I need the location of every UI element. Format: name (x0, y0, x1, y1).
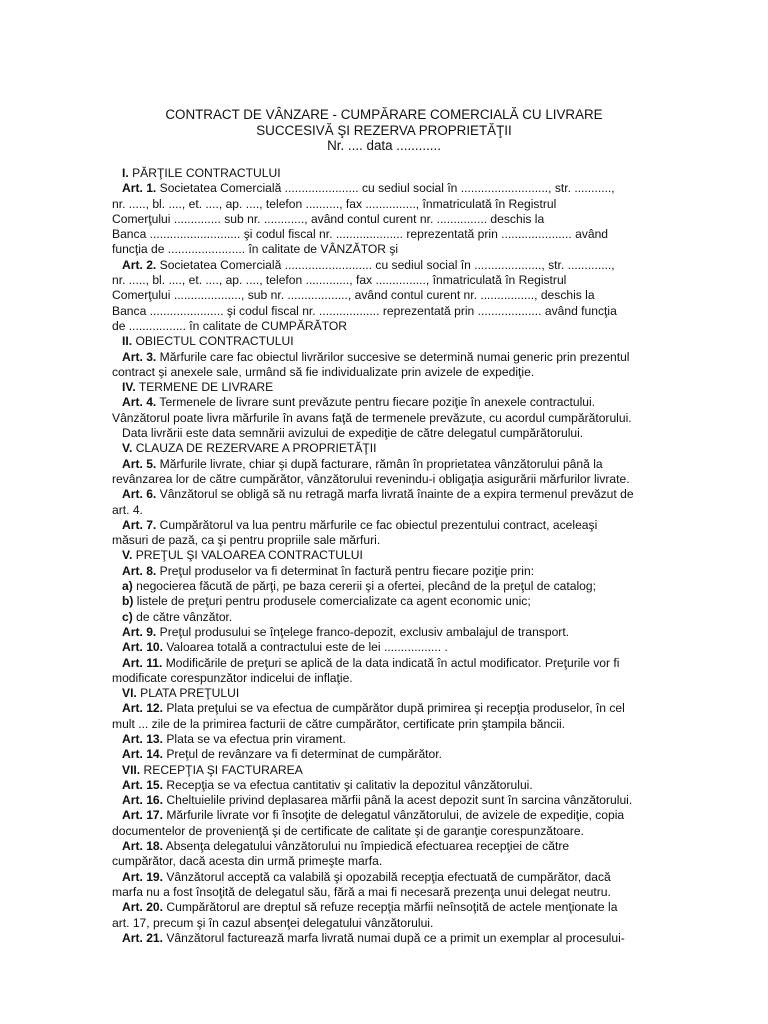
document-body (112, 166, 658, 946)
line-label: V. (122, 441, 133, 456)
line-label: Art. 3. (122, 349, 157, 364)
text-line (112, 181, 658, 196)
text-line (112, 778, 658, 793)
text-line (112, 916, 658, 931)
text-line (112, 610, 658, 625)
line-label: Art. 19. (122, 869, 163, 884)
text-line (112, 900, 658, 915)
line-text: documentelor de provenienţă şi de certificate de calitate şi de garanţie corespunzătoare. (112, 823, 584, 838)
text-line (112, 319, 658, 334)
line-text: Recepţia se va efectua cantitativ şi calitativ la depozitul vânzătorului. (163, 777, 533, 792)
title-line: CONTRACT DE VÂNZARE - CUMPĂRARE COMERCIALĂ CU LIVRARE (165, 107, 603, 122)
title-line: SUCCESIVĂ ŞI REZERVA PROPRIETĂŢII (256, 122, 512, 138)
line-text: nr. ....., bl. ...., et. ...., ap. ...., telefon ............., fax ..............., înmatriculată în Registrul (112, 273, 567, 288)
document-title (0, 107, 768, 154)
line-label: Art. 8. (122, 563, 157, 578)
line-label: Art. 1. (122, 181, 157, 196)
text-line (112, 227, 658, 242)
line-label: Art. 4. (122, 395, 157, 410)
line-label: Art. 2. (122, 257, 157, 272)
line-text: Comerţului .............. sub nr. ............, având contul curent nr. ............... deschis la (112, 211, 545, 226)
text-line (112, 518, 658, 533)
text-line (112, 258, 658, 273)
line-text: PĂRŢILE CONTRACTULUI (128, 166, 281, 180)
text-line (112, 350, 658, 365)
text-line (112, 441, 658, 456)
line-text: Societatea Comercială .......................... cu sediul social în ...................., str. ............., (156, 257, 615, 272)
text-line (112, 671, 658, 686)
text-line (112, 457, 658, 472)
line-label: VI. (122, 686, 137, 701)
line-text: Mărfurile livrate, chiar şi după facturare, rămân în proprietatea vânzătorului până la (156, 456, 603, 471)
line-text: Banca ........................... şi codul fiscal nr. .................... reprezentată prin ..................... având (112, 227, 609, 242)
line-text: mult ... zile de la primirea facturii de către cumpărător, certificate prin ştampila băncii. (112, 716, 566, 731)
text-line (112, 640, 658, 655)
text-line (112, 854, 658, 869)
text-line (112, 701, 658, 716)
text-line (112, 732, 658, 747)
line-label: Art. 20. (122, 900, 163, 915)
line-text: Preţul de revânzare va fi determinat de cumpărător. (163, 747, 442, 762)
text-line (112, 839, 658, 854)
text-line (112, 334, 658, 349)
line-text: de către vânzător. (132, 609, 233, 624)
line-text: Cumpărătorul are dreptul să refuze recepţia mărfii neînsoţită de actele menţionate la (163, 900, 618, 915)
line-text: Valoarea totală a contractului este de lei ................. . (163, 640, 448, 655)
text-line (112, 548, 658, 563)
text-line (112, 503, 658, 518)
line-label: VII. (122, 762, 141, 777)
line-text: listele de preţuri pentru produsele comercializate ca agent economic unic; (133, 594, 531, 609)
line-text: Banca ...................... şi codul fiscal nr. .................. reprezentată prin ................... având funcţia (112, 303, 617, 318)
line-text: revânzarea lor de către cumpărător, vânzătorului revenindu-i obligaţia asigurării mărfurilor livrate. (112, 471, 630, 486)
text-line (112, 579, 658, 594)
text-line (112, 686, 658, 701)
line-text: Modificările de preţuri se aplică de la data indicată în actul modificator. Preţurile vor fi (162, 655, 620, 670)
line-text: Societatea Comercială ...................... cu sediul social în .........................., str. ..........., (156, 181, 615, 196)
text-line (112, 426, 658, 441)
line-text: Plata preţului se va efectua de cumpărător după primirea şi recepţia produselor, în cel (163, 701, 625, 716)
text-line (112, 242, 658, 257)
line-text: Plata se va efectua prin virament. (163, 731, 346, 746)
line-text: RECEPŢIA ŞI FACTURAREA (140, 762, 303, 777)
line-label: Art. 11. (122, 655, 163, 670)
text-line (112, 472, 658, 487)
line-text: Preţul produsului se înţelege franco-depozit, exclusiv ambalajul de transport. (156, 624, 570, 639)
line-text: nr. ....., bl. ...., et. ...., ap. ...., telefon .........., fax ..............., înmatriculată în Registrul (112, 196, 557, 211)
line-label: b) (122, 594, 134, 609)
line-label: Art. 6. (122, 487, 157, 502)
line-label: Art. 12. (122, 701, 163, 716)
line-text: Mărfurile livrate vor fi însoţite de delegatul vânzătorului, de avizele de expediţie, copia (163, 808, 625, 823)
line-label: Art. 21. (122, 930, 163, 945)
text-line (112, 717, 658, 732)
text-line (112, 656, 658, 671)
line-text: OBIECTUL CONTRACTULUI (132, 334, 294, 349)
text-line (112, 212, 658, 227)
line-text: Mărfurile care fac obiectul livrărilor succesive se determină numai generic prin prezentul (156, 349, 630, 364)
line-label: Art. 16. (122, 793, 163, 808)
line-label: a) (122, 579, 133, 594)
text-line (112, 273, 658, 288)
text-line (112, 594, 658, 609)
contract-number-line: Nr. .... data ............ (327, 138, 441, 154)
line-label: Art. 7. (122, 517, 157, 532)
text-line (112, 395, 658, 410)
text-line (112, 288, 658, 303)
line-text: cumpărător, dacă acesta din urmă primeşte marfa. (112, 854, 383, 869)
line-text: de ................. în calitate de CUMPĂRĂTOR (112, 318, 348, 333)
line-text: Vânzătorul acceptă ca valabilă şi opozabilă recepţia efectuată de cumpărător, dacă (163, 869, 611, 884)
text-line (112, 564, 658, 579)
line-label: I. (122, 166, 129, 180)
text-line (112, 533, 658, 548)
line-text: art. 17, precum şi în cazul absenţei delegatului vânzătorului. (112, 915, 434, 930)
line-label: Art. 15. (122, 777, 163, 792)
line-label: Art. 18. (122, 839, 163, 854)
line-label: Art. 10. (122, 640, 163, 655)
text-line (112, 411, 658, 426)
line-text: PREŢUL ŞI VALOAREA CONTRACTULUI (132, 548, 363, 563)
line-text: funcţia de ....................... în calitate de VÂNZĂTOR şi (112, 242, 399, 257)
text-line (112, 808, 658, 823)
line-text: CLAUZA DE REZERVARE A PROPRIETĂŢII (132, 441, 377, 456)
line-label: Art. 17. (122, 808, 163, 823)
line-label: IV. (122, 380, 136, 395)
line-text: Preţul produselor va fi determinat în factură pentru fiecare poziţie prin: (156, 563, 535, 578)
line-label: V. (122, 548, 133, 563)
line-label: Art. 13. (122, 731, 163, 746)
line-text: negocierea făcută de părţi, pe baza cererii şi a ofertei, plecând de la preţul de catalog; (132, 579, 596, 594)
line-label: II. (122, 334, 133, 349)
text-line (112, 763, 658, 778)
text-line (112, 747, 658, 762)
line-text: măsuri de pază, ca şi pentru propriile sale mărfuri. (112, 533, 381, 548)
line-text: Comerţului ...................., sub nr. .................., având contul curent nr. ................, deschis la (112, 288, 595, 303)
line-text: Cheltuielile privind deplasarea mărfii până la acest depozit sunt în sarcina vânzătorului. (163, 793, 633, 808)
text-line (112, 870, 658, 885)
text-line (112, 197, 658, 212)
line-text: Vânzătorul se obligă să nu retragă marfa livrată înainte de a expira termenul prevăzut de (156, 487, 634, 502)
text-line (112, 166, 658, 181)
text-line (112, 304, 658, 319)
line-label: c) (122, 609, 133, 624)
text-line (112, 380, 658, 395)
line-text: Vânzătorul facturează marfa livrată numai după ce a primit un exemplar al procesului- (163, 930, 625, 945)
line-label: Art. 9. (122, 624, 157, 639)
line-text: marfa nu a fost însoţită de delegatul său, fără a mai fi necesară prezenţa unui delegat neutru. (112, 884, 611, 899)
line-text: modificate corespunzător indicelui de inflaţie. (112, 670, 353, 685)
line-text: Absenţa delegatului vânzătorului nu împiedică efectuarea recepţiei de către (163, 839, 570, 854)
text-line (112, 824, 658, 839)
line-label: Art. 5. (122, 456, 157, 471)
text-line (112, 365, 658, 380)
text-line (112, 793, 658, 808)
line-text: art. 4. (112, 502, 143, 517)
text-line (112, 487, 658, 502)
text-line (112, 625, 658, 640)
text-line (112, 885, 658, 900)
line-text: Cumpărătorul va lua pentru mărfurile ce fac obiectul prezentului contract, aceleaşi (156, 517, 598, 532)
line-text: Termenele de livrare sunt prevăzute pentru fiecare poziţie în anexele contractului. (156, 395, 596, 410)
line-text: TERMENE DE LIVRARE (135, 380, 274, 395)
line-text: PLATA PREŢULUI (136, 686, 240, 701)
text-line (112, 931, 658, 946)
line-text: contract şi anexele sale, urmând să fie individualizate prin avizele de expediţie. (112, 364, 535, 379)
line-text: Vânzătorul poate livra mărfurile în avans faţă de termenele prevăzute, cu acordul cumpărătorului. (112, 410, 632, 425)
line-text: Data livrării este data semnării avizului de expediţie de către delegatul cumpărătorului. (122, 426, 584, 441)
line-label: Art. 14. (122, 747, 163, 762)
